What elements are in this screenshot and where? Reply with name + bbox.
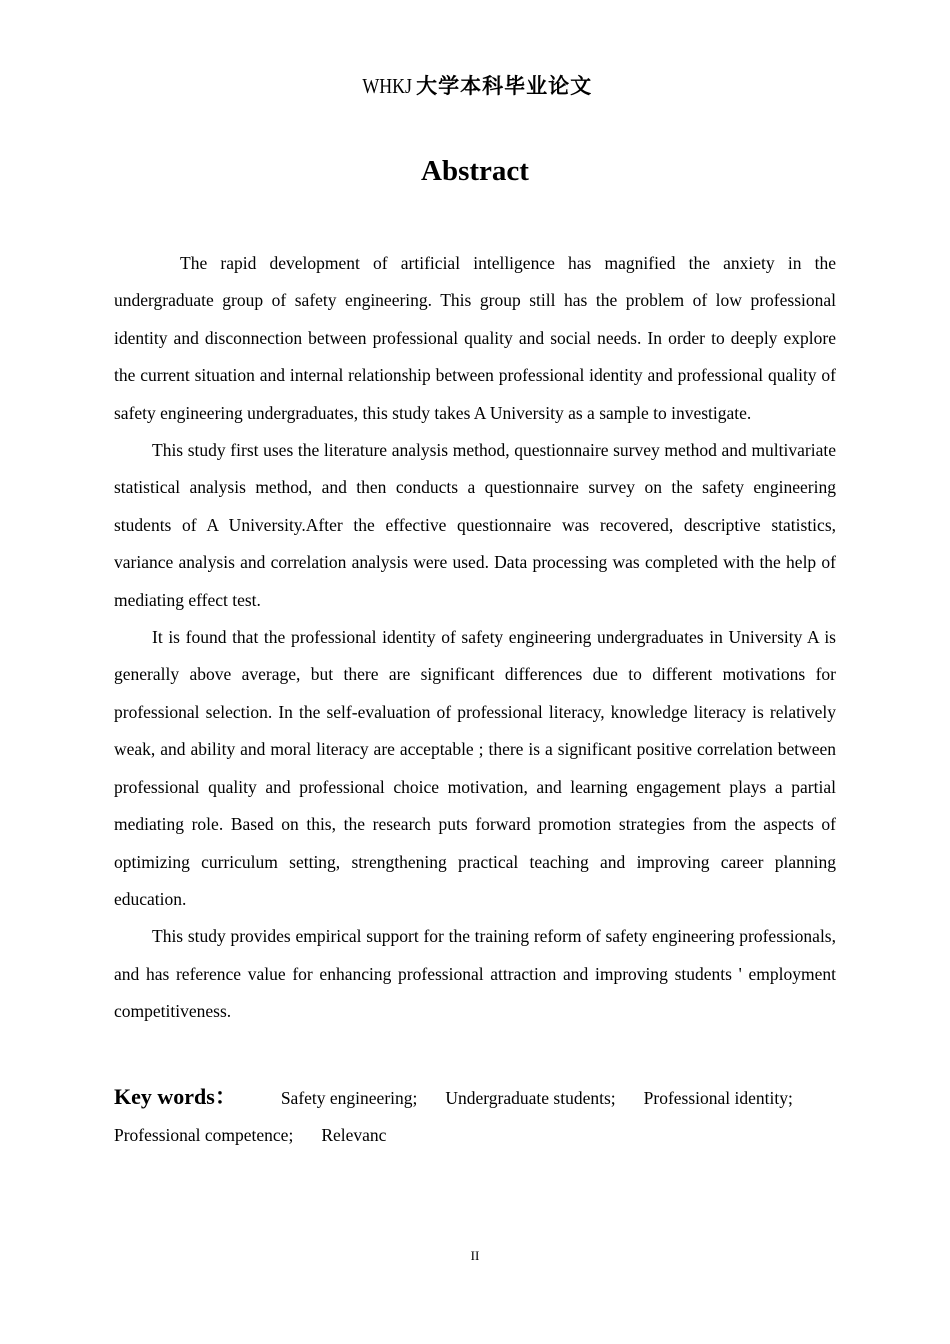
abstract-paragraph-2: This study first uses the literature analysis method, questionnaire survey method and multivariate statistical analysis method, and then conducts a questionnaire survey on the safety engineering students of A University.After the effective questionnaire was recovered, descriptive statistics, variance analysis and correlation analysis were used. Data processing was completed with the help of mediating effect test. (114, 440, 836, 610)
header-chinese: 大学本科毕业论文 (416, 74, 593, 98)
abstract-body (114, 245, 836, 1031)
abstract-paragraph-1: The rapid development of artificial intelligence has magnified the anxiety in the undergraduate group of safety engineering. This group still has the problem of low professional identity and disconnection between professional quality and social needs. In order to deeply explore the current situation and internal relationship between professional identity and professional quality of safety engineering undergraduates, this study takes A University as a sample to investigate. (114, 253, 836, 423)
keyword-item: Relevanc (321, 1125, 387, 1145)
keyword-item: Safety engineering; (280, 1088, 418, 1108)
keyword-item: Professional competence; (114, 1125, 294, 1145)
page-number: II (470, 1248, 480, 1263)
keywords-label: Key words： (114, 1084, 237, 1109)
header-english: WHKJ (362, 74, 412, 98)
keywords-section (114, 1078, 844, 1154)
keyword-item: Professional identity; (643, 1088, 793, 1108)
keywords-row-1 (114, 1078, 844, 1116)
keywords-row-2 (114, 1116, 844, 1154)
page-title: Abstract (421, 155, 529, 187)
keyword-item: Undergraduate students; (445, 1088, 616, 1108)
abstract-paragraph-4: This study provides empirical support for the training reform of safety engineering professionals, and has reference value for enhancing professional attraction and improving students ' employment competitiveness. (114, 926, 836, 1022)
abstract-paragraph-3: It is found that the professional identity of safety engineering undergraduates in University A is generally above average, but there are significant differences due to different motivations for professional selection. In the self-evaluation of professional literacy, knowledge literacy is relatively weak, and ability and moral literacy are acceptable ; there is a significant positive correlation between professional quality and professional choice motivation, and learning engagement plays a partial mediating role. Based on this, the research puts forward promotion strategies from the aspects of optimizing curriculum setting, strengthening practical teaching and improving career planning education. (114, 627, 836, 909)
running-header (0, 72, 950, 100)
